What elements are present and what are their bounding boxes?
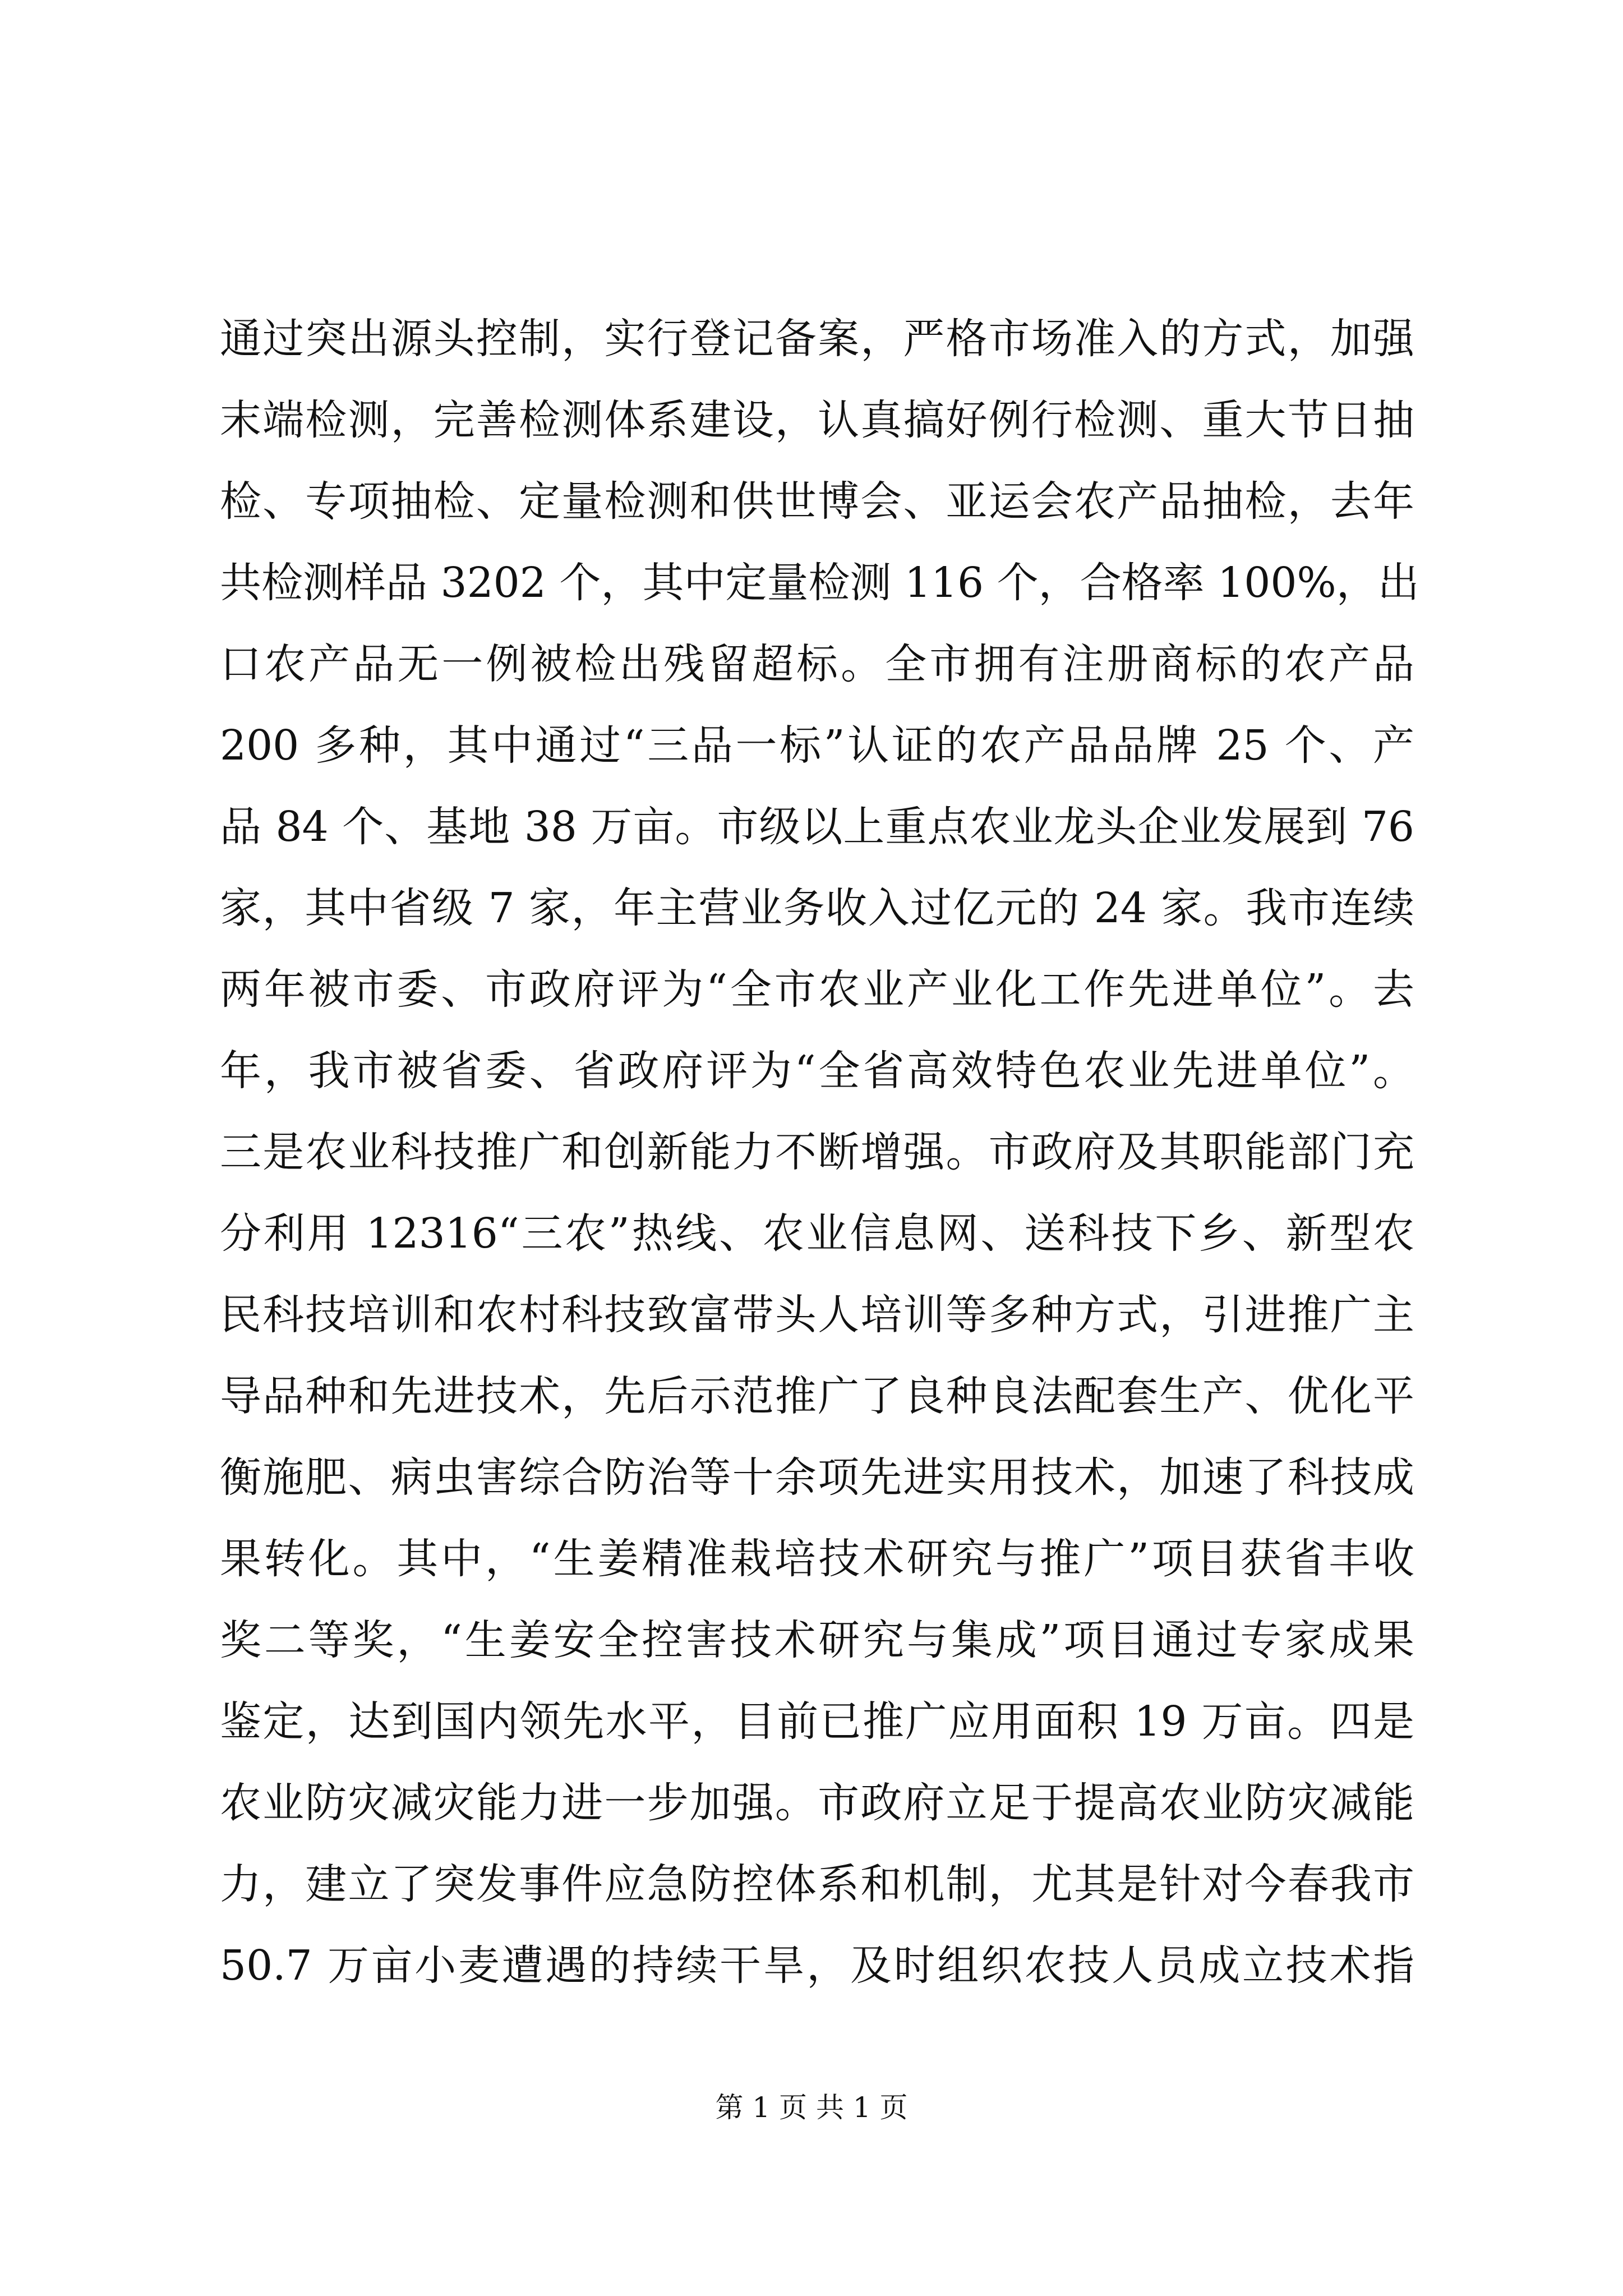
text-line: 年，我市被省委、省政府评为“全省高效特色农业先进单位”。 [220, 1047, 1414, 1095]
text-line: 分利用 12316“三农”热线、农业信息网、送科技下乡、新型农 [220, 1209, 1414, 1258]
text-line: 口农产品无一例被检出残留超标。全市拥有注册商标的农产品 [220, 640, 1414, 688]
text-line: 家，其中省级 7 家，年主营业务收入过亿元的 24 家。我市连续 [220, 884, 1414, 932]
text-line: 50.7 万亩小麦遭遇的持续干旱，及时组织农技人员成立技术指 [220, 1941, 1414, 1990]
text-line: 奖二等奖，“生姜安全控害技术研究与集成”项目通过专家成果 [220, 1616, 1414, 1664]
page-number-label: 第 1 页 共 1 页 [715, 2091, 908, 2124]
text-line: 通过突出源头控制，实行登记备案，严格市场准入的方式，加强 [220, 315, 1414, 363]
text-line: 200 多种，其中通过“三品一标”认证的农产品品牌 25 个、产 [220, 721, 1414, 770]
text-line: 品 84 个、基地 38 万亩。市级以上重点农业龙头企业发展到 76 [220, 803, 1414, 851]
text-line: 民科技培训和农村科技致富带头人培训等多种方式，引进推广主 [220, 1291, 1414, 1339]
text-line: 果转化。其中，“生姜精准栽培技术研究与推广”项目获省丰收 [220, 1535, 1414, 1583]
body-text [220, 298, 1419, 2007]
text-line: 共检测样品 3202 个，其中定量检测 116 个，合格率 100%，出 [220, 559, 1419, 607]
text-line: 衡施肥、病虫害综合防治等十余项先进实用技术，加速了科技成 [220, 1453, 1414, 1502]
text-line: 鉴定，达到国内领先水平，目前已推广应用面积 19 万亩。四是 [220, 1697, 1414, 1746]
text-line: 导品种和先进技术，先后示范推广了良种良法配套生产、优化平 [220, 1372, 1414, 1420]
text-line: 末端检测，完善检测体系建设，认真搞好例行检测、重大节日抽 [220, 396, 1414, 444]
text-line: 农业防灾减灾能力进一步加强。市政府立足于提高农业防灾减能 [220, 1779, 1414, 1827]
page-footer [0, 2088, 1623, 2127]
text-line: 三是农业科技推广和创新能力不断增强。市政府及其职能部门充 [220, 1128, 1414, 1176]
text-line: 两年被市委、市政府评为“全市农业产业化工作先进单位”。去 [220, 965, 1414, 1014]
text-line: 检、专项抽检、定量检测和供世博会、亚运会农产品抽检，去年 [220, 477, 1414, 526]
text-line: 力，建立了突发事件应急防控体系和机制，尤其是针对今春我市 [220, 1860, 1414, 1908]
